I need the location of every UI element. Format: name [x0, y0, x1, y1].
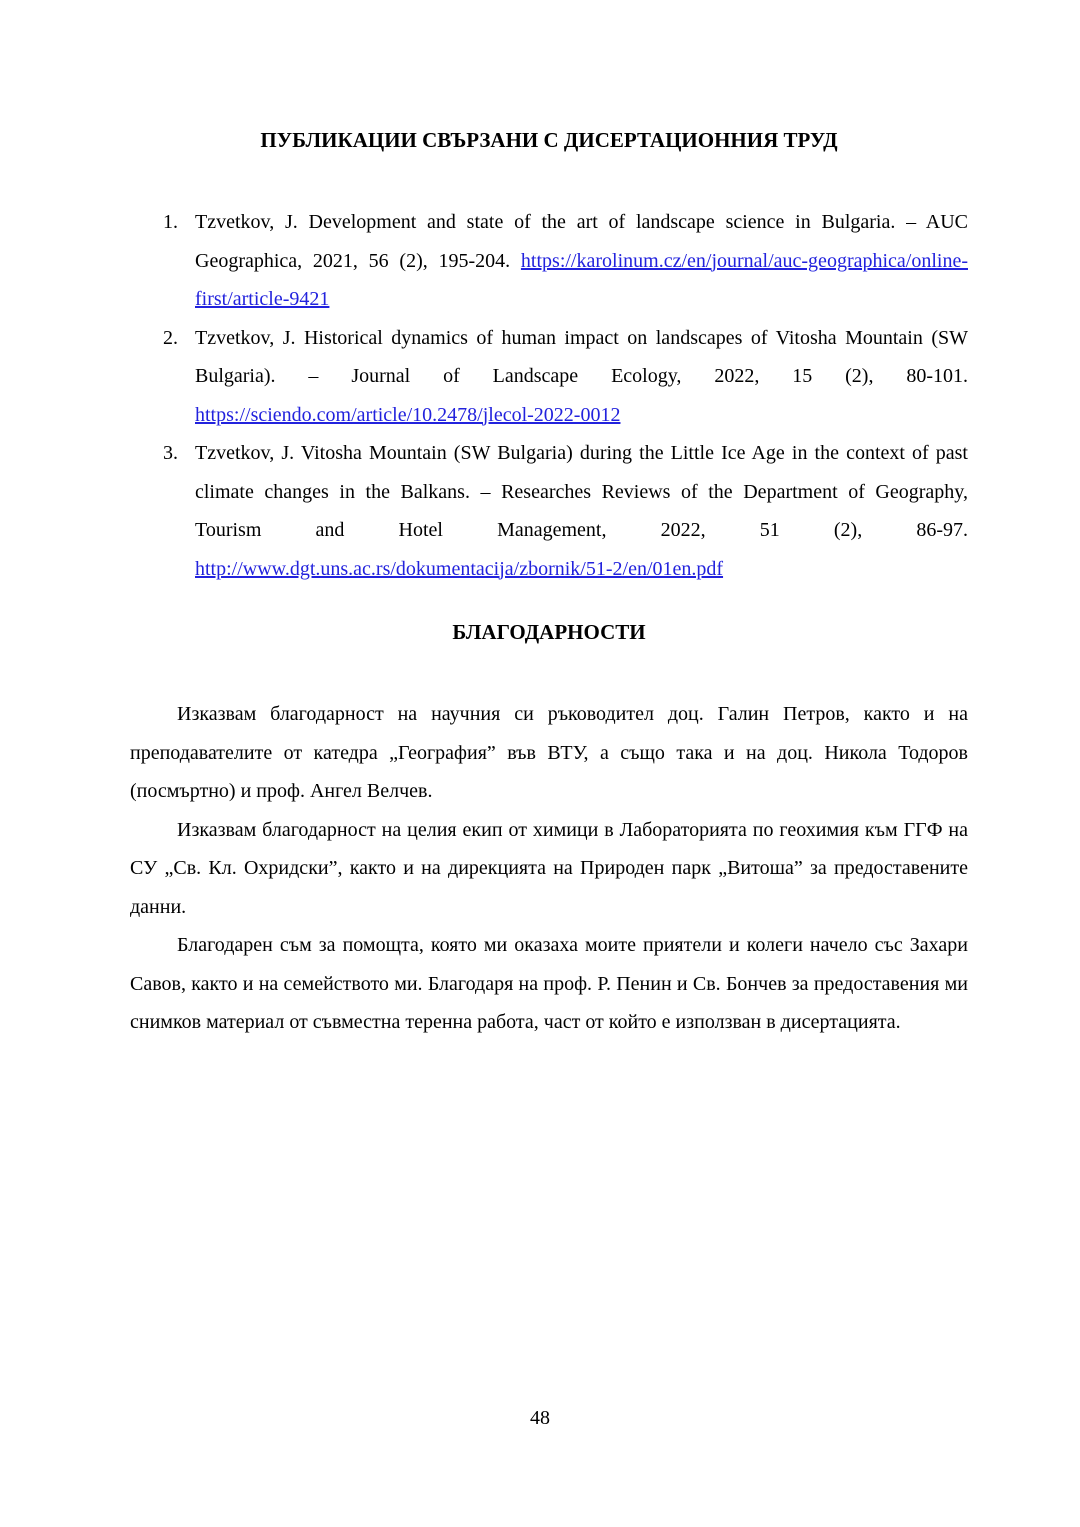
acknowledgement-paragraph: Изказвам благодарност на целия екип от химици в Лабораторията по геохимия към ГГФ на СУ „Св. Кл. Охридски”, както и на дирекцията на Природен парк „Витоша” за предоставените данни.	[130, 818, 968, 918]
acknowledgement-paragraph: Благодарен съм за помощта, която ми оказаха моите приятели и колеги начело със Захари Савов, както и на семейството ми. Благодаря на проф. Р. Пенин и Св. Бончев за предоставения ми снимков материал от съвместна теренна работа, част от който е използван в дисертацията.	[130, 934, 968, 1033]
publications-list	[130, 203, 968, 588]
publications-section-title: ПУБЛИКАЦИИ СВЪРЗАНИ С ДИСЕРТАЦИОННИЯ ТРУД	[260, 128, 838, 152]
page-number: 48	[530, 1407, 550, 1429]
publication-item	[130, 434, 968, 588]
publication-item	[130, 203, 968, 319]
publication-item	[130, 319, 968, 435]
acknowledgement-paragraph: Изказвам благодарност на научния си ръководител доц. Галин Петров, както и на преподавателите от катедра „География” във ВТУ, а също така и на доц. Никола Тодоров (посмъртно) и проф. Ангел Велчев.	[130, 703, 968, 802]
publication-number: 2.	[163, 326, 178, 349]
publication-number: 3.	[163, 442, 178, 464]
publication-number: 1.	[163, 211, 178, 233]
acknowledgements-paragraphs	[130, 695, 968, 1042]
publication-link[interactable]: http://www.dgt.uns.ac.rs/dokumentacija/zbornik/51-2/en/01en.pdf	[195, 557, 724, 580]
publication-citation-text: Tzvetkov, J. Historical dynamics of human impact on landscapes of Vitosha Mountain (SW Bulgaria). – Journal of Landscape Ecology, 2022, 15 (2), 80-101.	[195, 326, 968, 387]
publication-citation-text: Tzvetkov, J. Vitosha Mountain (SW Bulgaria) during the Little Ice Age in the context of past climate changes in the Balkans. – Researches Reviews of the Department of Geography, Tourism and Hotel Management, 2022, 51 (2), 86-97.	[195, 442, 968, 541]
publication-link[interactable]: https://karolinum.cz/en/journal/auc-geographica/online-first/article-9421	[195, 249, 968, 310]
acknowledgements-section-title: БЛАГОДАРНОСТИ	[452, 620, 646, 644]
publication-link[interactable]: https://sciendo.com/article/10.2478/jlecol-2022-0012	[195, 403, 621, 426]
publication-citation-text: Tzvetkov, J. Development and state of the art of landscape science in Bulgaria. – AUC Geographica, 2021, 56 (2), 195-204.	[195, 211, 968, 272]
